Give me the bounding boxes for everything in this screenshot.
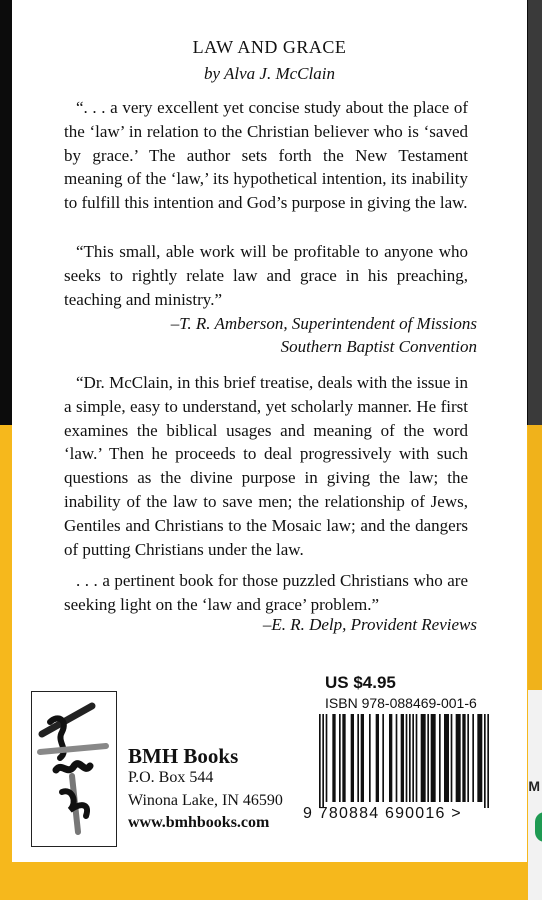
price-label: US $4.95 [325, 673, 396, 692]
publisher-address-line-1: P.O. Box 544 [128, 769, 214, 786]
review-paragraph-4: . . . a pertinent book for those puzzled Christians who are seeking light on the ‘law and grace’ problem.” [64, 571, 468, 614]
white-text-panel [12, 0, 527, 862]
bmh-logo-mark [32, 692, 116, 846]
publisher-address-line-2: Winona Lake, IN 46590 [128, 792, 283, 809]
isbn-barcode [316, 714, 492, 808]
barcode-digits: 9 780884 690016 > [303, 805, 462, 822]
review-paragraph-2: “This small, able work will be profitable to anyone who seeks to rightly relate law and grace in his preaching, teaching and ministry.” [64, 242, 468, 309]
book-author: by Alva J. McClain [204, 64, 335, 83]
adjacent-book-green-shape [535, 812, 542, 842]
review-paragraph-1: “. . . a very excellent yet concise study about the place of the ‘law’ in relation to the Christian believer who is ‘saved by grace.’ The author sets forth the New Testament meaning of the ‘law,’ its hypothetical intention, its inability to fulfill this intention and God’s purpose in giving the law. [64, 98, 468, 213]
review-attribution-2: –E. R. Delp, Provident Reviews [262, 615, 477, 634]
adjacent-book-letter: M [528, 778, 540, 794]
adjacent-book-edge [528, 0, 542, 900]
publisher-name: BMH Books [128, 744, 239, 768]
book-title: LAW AND GRACE [192, 37, 347, 57]
publisher-website: www.bmhbooks.com [128, 814, 270, 831]
review-attribution-1-line-2: Southern Baptist Convention [280, 337, 477, 356]
isbn-text: ISBN 978-088469-001-6 [325, 695, 477, 711]
review-attribution-1-line-1: –T. R. Amberson, Superintendent of Missions [170, 314, 477, 333]
publisher-logo [31, 691, 117, 847]
review-paragraph-3: “Dr. McClain, in this brief treatise, deals with the issue in a simple, easy to understand, yet scholarly manner. He first examines the biblical usages and meaning of the word ‘law.’ Then he proceeds to deal progressively with such questions as the divine purpose in giving the law; the inability of the law to save men; the relationship of Jews, Gentiles and Christians to the Mosaic law; and the dangers of putting Christians under the law. [64, 373, 468, 559]
